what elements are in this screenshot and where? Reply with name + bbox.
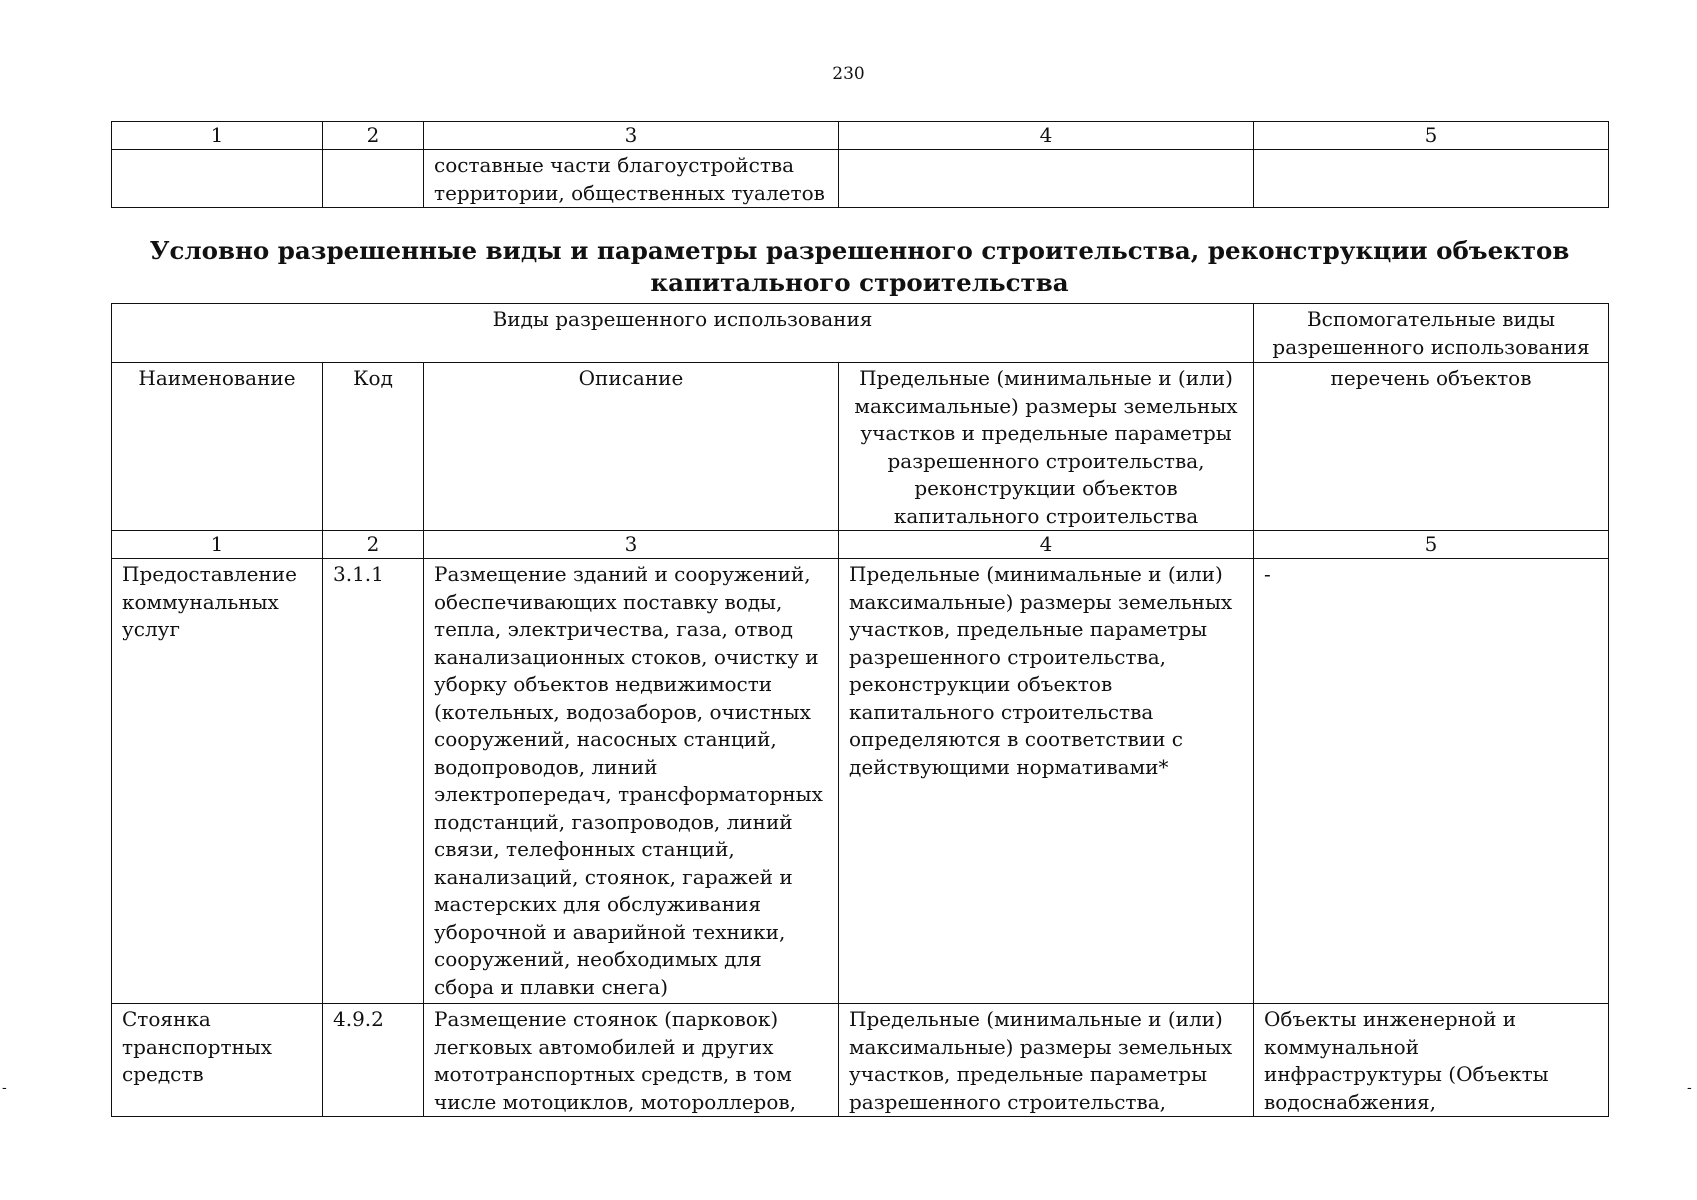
column-number-5: 5: [1254, 122, 1609, 150]
header-params: Предельные (минимальные и (или) максимальные) размеры земельных участков и предельные параметры разрешенного строительства, реконструкции объектов капитального строительства: [839, 363, 1254, 531]
cell-name: Стоянка транспортных средств: [112, 1004, 323, 1117]
cell-name: [112, 150, 323, 208]
column-number-1: 1: [112, 531, 323, 559]
table-row: [112, 150, 1609, 208]
group-header-permitted-uses: Виды разрешенного использования: [112, 304, 1254, 363]
right-edge-mark: -: [1687, 1080, 1692, 1096]
cell-aux: -: [1254, 559, 1609, 1004]
cell-code: 3.1.1: [323, 559, 424, 1004]
cell-description: Размещение стоянок (парковок) легковых автомобилей и других мототранспортных средств, в том числе мотоциклов, мотороллеров,: [424, 1004, 839, 1117]
left-edge-mark: -: [2, 1080, 7, 1096]
column-number-3: 3: [424, 122, 839, 150]
column-number-2: 2: [323, 122, 424, 150]
column-number-row: [112, 531, 1609, 559]
table-row: [112, 559, 1609, 1004]
continuation-table: [111, 121, 1609, 208]
cell-params: Предельные (минимальные и (или) максимальные) размеры земельных участков, предельные параметры разрешенного строительства, реконструкции объектов капитального строительства определяются в соответствии с действующими нормативами*: [839, 559, 1254, 1004]
group-header-auxiliary-uses: Вспомогательные виды разрешенного использования: [1254, 304, 1609, 363]
table-row: [112, 1004, 1609, 1117]
column-number-1: 1: [112, 122, 323, 150]
group-header-row: [112, 304, 1609, 363]
cell-code: 4.9.2: [323, 1004, 424, 1117]
column-header-row: [112, 363, 1609, 531]
column-number-4: 4: [839, 122, 1254, 150]
cell-aux: [1254, 150, 1609, 208]
header-aux: перечень объектов: [1254, 363, 1609, 531]
cell-name: Предоставление коммунальных услуг: [112, 559, 323, 1004]
cell-description: составные части благоустройства территории, общественных туалетов: [424, 150, 839, 208]
section-title: Условно разрешенные виды и параметры разрешенного строительства, реконструкции объектов капитального строительства: [149, 236, 1570, 297]
permitted-uses-table: [111, 303, 1609, 1117]
cell-description: Размещение зданий и сооружений, обеспечивающих поставку воды, тепла, электричества, газа, отвод канализационных стоков, очистку и уборку объектов недвижимости (котельных, водозаборов, очистных сооружений, насосных станций, водопроводов, линий электропередач, трансформаторных подстанций, газопроводов, линий связи, телефонных станций, канализаций, стоянок, гаражей и мастерских для обслуживания уборочной и аварийной техники, сооружений, необходимых для сбора и плавки снега): [424, 559, 839, 1004]
column-number-5: 5: [1254, 531, 1609, 559]
cell-aux: Объекты инженерной и коммунальной инфраструктуры (Объекты водоснабжения,: [1254, 1004, 1609, 1117]
column-number-2: 2: [323, 531, 424, 559]
header-code: Код: [323, 363, 424, 531]
cell-code: [323, 150, 424, 208]
header-description: Описание: [424, 363, 839, 531]
cell-params: Предельные (минимальные и (или) максимальные) размеры земельных участков, предельные параметры разрешенного строительства,: [839, 1004, 1254, 1117]
cell-params: [839, 150, 1254, 208]
column-number-row: [112, 122, 1609, 150]
page-number: 230: [832, 64, 865, 84]
column-number-4: 4: [839, 531, 1254, 559]
column-number-3: 3: [424, 531, 839, 559]
header-name: Наименование: [112, 363, 323, 531]
